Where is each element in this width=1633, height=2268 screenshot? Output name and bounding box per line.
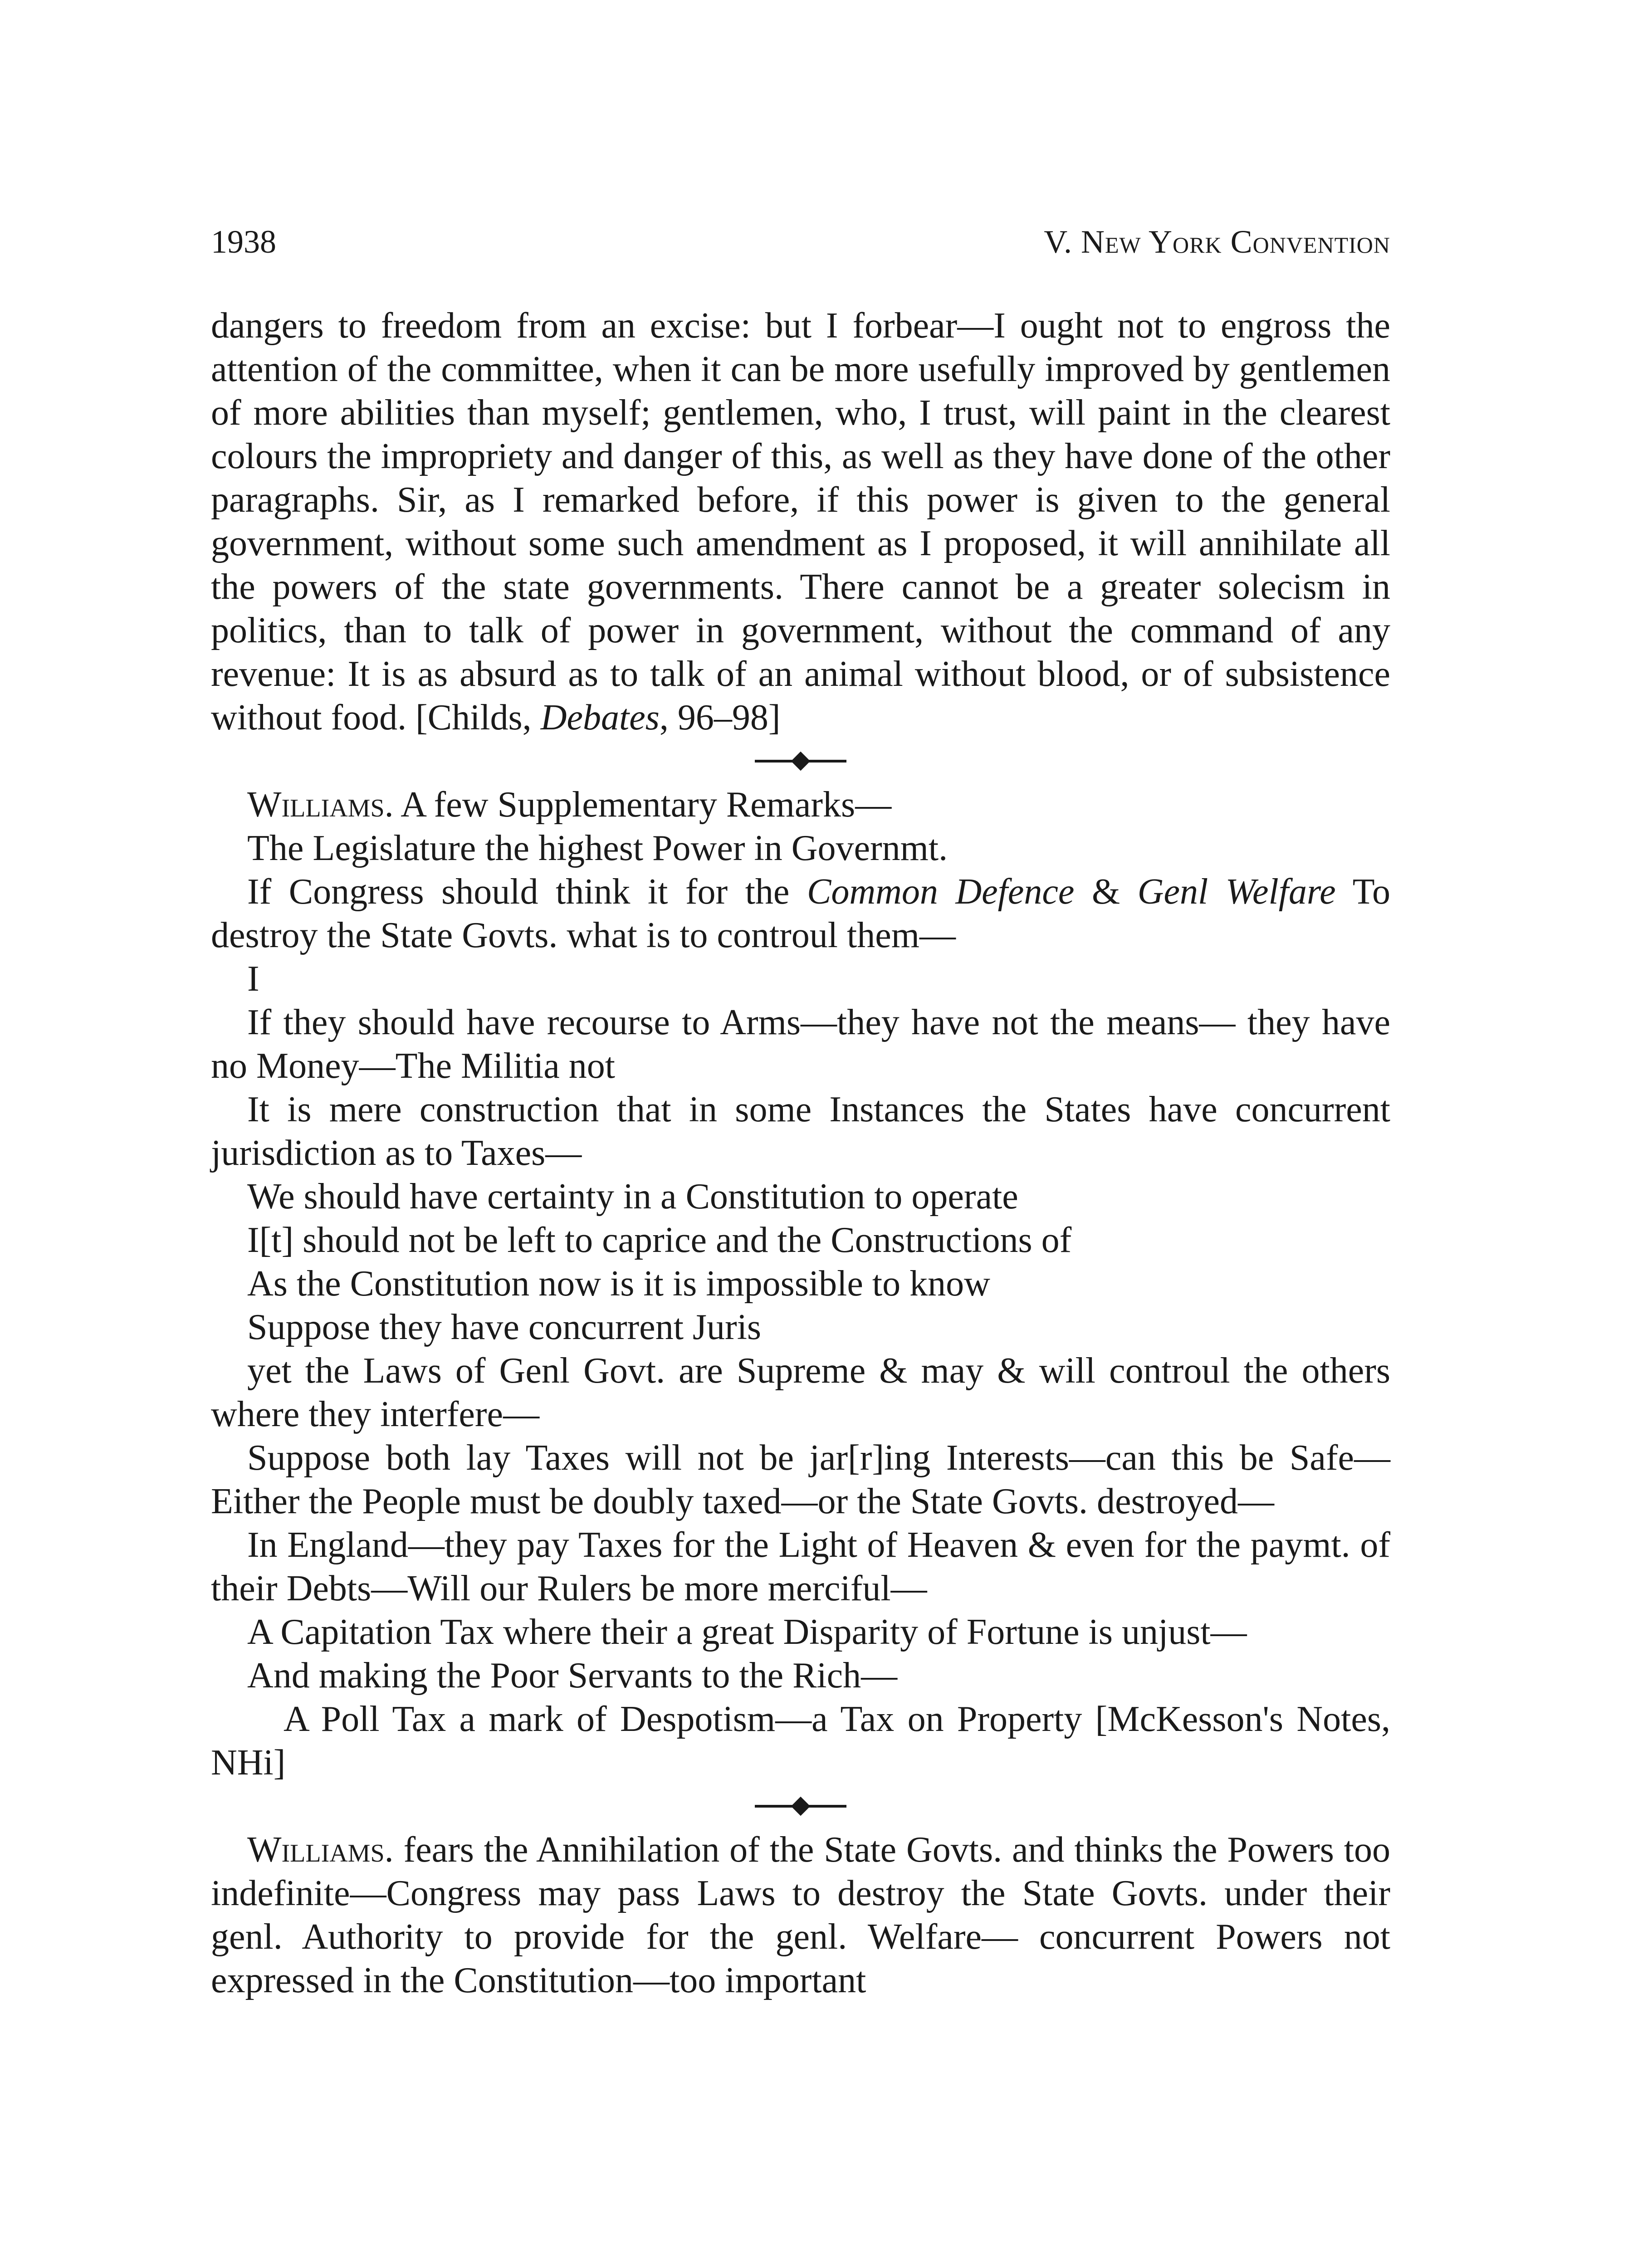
final-text: . fears the Annihilation of the State Govts. and thinks the Powers too indefinite—Congress may pass Laws to destroy the State Govts. under their genl. Authority to provide for the genl. Welfare— concurrent Powers not expressed in the Constitution—too important (211, 1830, 1390, 2000)
note-text: To destroy the State Govts. what is to controul them— (211, 872, 1391, 955)
speaker-name: Williams (247, 1830, 385, 1870)
running-head (211, 217, 1390, 267)
speaker-name: Williams (247, 785, 385, 825)
childs-debates-paragraph (211, 304, 1390, 739)
section-ornament (211, 1784, 1390, 1828)
note-text: If Congress should think it for the (247, 872, 807, 912)
document-page (211, 0, 1390, 2268)
body-text (211, 304, 1390, 2002)
note-italic: Common Defence (807, 872, 1075, 912)
ornament-rule-left (755, 1805, 796, 1808)
note-line (211, 870, 1390, 957)
section-ornament (211, 739, 1390, 783)
note-line: Suppose both lay Taxes will not be jar[r]ing Interests—can this be Safe—Either the People must be doubly taxed—or the State Govts. destroyed— (211, 1438, 1390, 1521)
note-line: We should have certainty in a Constitution to operate (247, 1177, 1018, 1217)
note-line: The Legislature the highest Power in Governmt. (247, 828, 948, 868)
note-line-source: A Poll Tax a mark of Despotism—a Tax on Property [McKesson's Notes, NHi] (211, 1699, 1390, 1783)
note-line: yet the Laws of Genl Govt. are Supreme & may & will controul the others where they interfere— (211, 1351, 1390, 1434)
intro-text: . A few Supplementary Remarks— (384, 785, 892, 825)
source-pages: , 96–98] (659, 698, 781, 738)
mckesson-intro (211, 783, 1390, 826)
diamond-icon (791, 1797, 810, 1816)
note-line: I (247, 959, 259, 999)
page-number: 1938 (211, 224, 276, 260)
note-line: It is mere construction that in some Instances the States have concurrent jurisdiction as to Taxes— (211, 1090, 1390, 1173)
note-line: As the Constitution now is it is impossible to know (247, 1264, 990, 1304)
note-line: If they should have recourse to Arms—they have not the means— they have no Money—The Militia not (211, 1002, 1390, 1086)
childs-text: dangers to freedom from an excise: but I forbear—I ought not to engross the attention of the committee, when it can be more usefully improved by gentlemen of more abilities than myself; gentlemen, who, I trust, will paint in the clearest colours the impropriety and danger of this, as well as they have done of the other paragraphs. Sir, as I remarked before, if this power is given to the general government, without some such amendment as I proposed, it will annihilate all the powers of the state governments. There cannot be a greater solecism in politics, than to talk of power in government, without the command of any revenue: It is as absurd as to talk of an animal without blood, or of subsistence without food. [Childs, (211, 306, 1390, 738)
note-line: And making the Poor Servants to the Rich— (247, 1656, 898, 1696)
note-line: In England—they pay Taxes for the Light of Heaven & even for the paymt. of their Debts—Will our Rulers be more merciful— (211, 1525, 1390, 1608)
running-title: V. New York Convention (1044, 224, 1390, 260)
note-line: I[t] should not be left to caprice and the Constructions of (247, 1220, 1072, 1260)
final-paragraph (211, 1828, 1390, 2002)
diamond-icon (791, 752, 810, 771)
ornament-rule-right (806, 760, 846, 763)
ornament-rule-left (755, 760, 796, 763)
note-line: Suppose they have concurrent Juris (247, 1307, 762, 1347)
note-text: & (1074, 872, 1138, 912)
ornament-rule-right (806, 1805, 846, 1808)
source-title: Debates (540, 698, 660, 738)
note-italic: Genl Welfare (1137, 872, 1336, 912)
note-line: A Capitation Tax where their a great Disparity of Fortune is unjust— (247, 1612, 1247, 1652)
